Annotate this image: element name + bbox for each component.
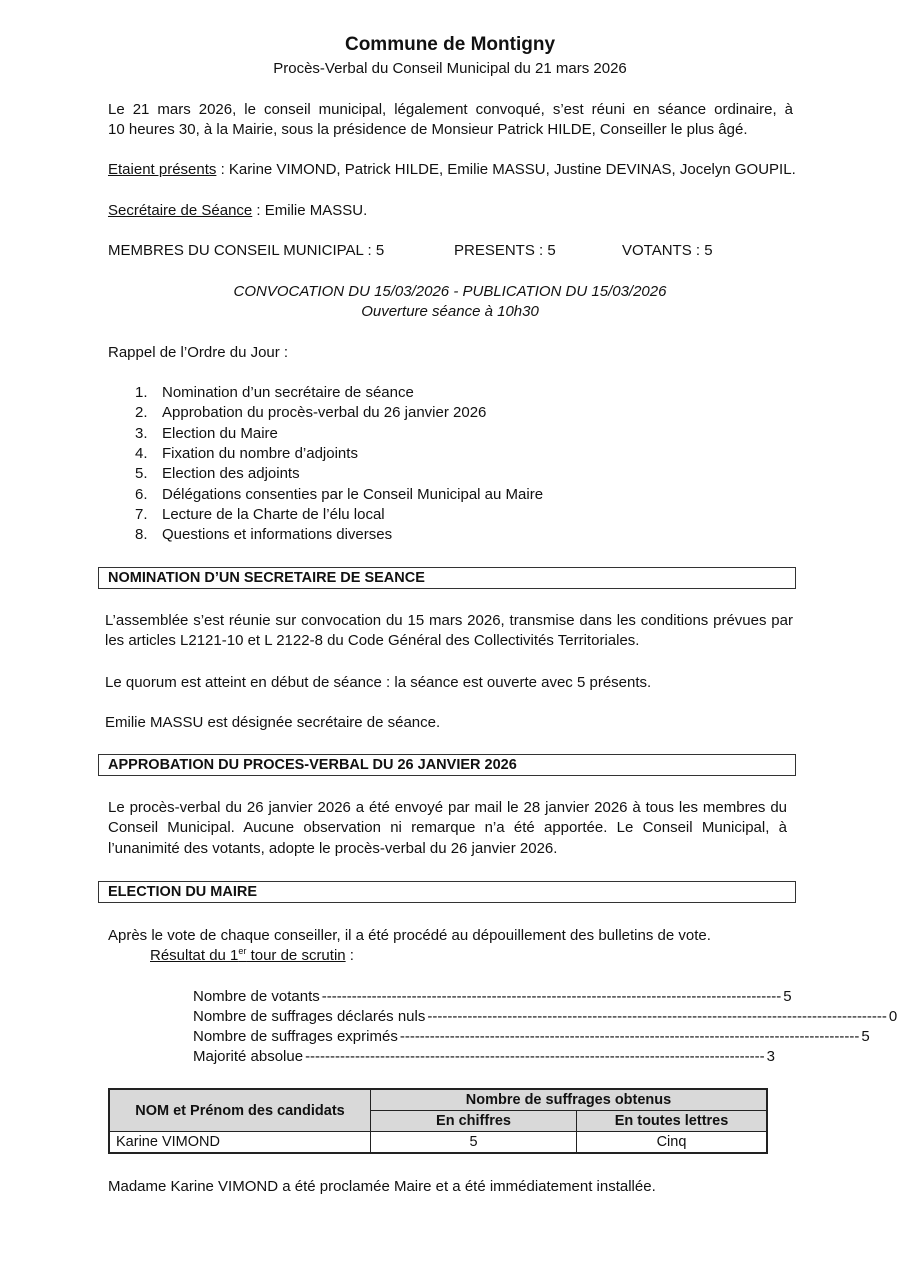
agenda-item-label: Fixation du nombre d’adjoints <box>162 445 358 462</box>
agenda-item-number: 4. <box>135 445 148 462</box>
stat-label: Nombre de suffrages exprimés <box>193 1028 398 1045</box>
agenda-item-label: Nomination d’un secrétaire de séance <box>162 384 414 401</box>
agenda-item <box>135 485 543 505</box>
agenda-item <box>135 505 385 525</box>
election-conclusion: Madame Karine VIMOND a été proclamée Maire et a été immédiatement installée. <box>108 1178 656 1195</box>
section-heading-nomination: NOMINATION D’UN SECRETAIRE DE SEANCE <box>98 567 796 589</box>
agenda-item-number: 1. <box>135 384 148 401</box>
nomination-line: L’assemblée s’est réunie sur convocation du 15 mars 2026, transmise dans les conditions prévues par <box>105 612 793 629</box>
agenda-item <box>135 444 358 464</box>
dot-leader: -------------------------------------------------------------------------------------------- <box>427 1008 887 1025</box>
secretaire-value: : Emilie MASSU. <box>252 202 368 219</box>
table-row <box>109 1132 767 1154</box>
agenda-item-label: Questions et informations diverses <box>162 526 393 543</box>
count-votants: VOTANTS : 5 <box>622 242 713 259</box>
secretaire-line <box>108 201 367 221</box>
dot-leader: -------------------------------------------------------------------------------------------- <box>399 1028 860 1045</box>
agenda-title: Rappel de l’Ordre du Jour : <box>108 344 289 361</box>
agenda-item-number: 8. <box>135 526 148 543</box>
agenda-item-number: 7. <box>135 506 148 523</box>
intro-line: Le 21 mars 2026, le conseil municipal, légalement convoqué, s’est réuni en séance ordinaire, à <box>108 101 793 118</box>
dot-leader: -------------------------------------------------------------------------------------------- <box>305 1048 765 1065</box>
secretaire-designation-text: Emilie MASSU est désignée secrétaire de séance. <box>105 714 441 731</box>
nomination-line: les articles L2121-10 et L 2122-8 du Code Général des Collectivités Territoriales. <box>105 632 640 650</box>
quorum-text: Le quorum est atteint en début de séance : la séance est ouverte avec 5 présents. <box>105 674 652 691</box>
resultat-sup: er <box>238 946 247 956</box>
section-heading-election-maire: ELECTION DU MAIRE <box>98 881 796 903</box>
stat-row <box>193 1007 898 1027</box>
stat-value: 0 <box>888 1008 898 1025</box>
intro-paragraph <box>108 100 793 141</box>
approbation-line: l’unanimité des votants, adopte le procès-verbal du 26 janvier 2026. <box>108 839 558 857</box>
stat-row <box>193 1047 775 1067</box>
ouverture-line: Ouverture séance à 10h30 <box>361 303 539 320</box>
intro-line: 10 heures 30, à la Mairie, sous la présidence de Monsieur Patrick HILDE, Conseiller le plus âgé. <box>108 121 748 139</box>
results-table <box>108 1088 768 1154</box>
presents-value: : Karine VIMOND, Patrick HILDE, Emilie MASSU, Justine DEVINAS, Jocelyn GOUPIL. <box>216 161 796 178</box>
election-intro: Après le vote de chaque conseiller, il a été procédé au dépouillement des bulletins de vote. <box>108 927 711 944</box>
agenda-item-label: Election du Maire <box>162 425 278 442</box>
presents-line <box>108 160 796 180</box>
resultat-suffix: tour de scrutin <box>246 947 346 964</box>
candidate-lettres: Cinq <box>577 1132 768 1154</box>
secretaire-label: Secrétaire de Séance <box>108 202 253 219</box>
agenda-item-number: 5. <box>135 465 148 482</box>
agenda-item-number: 2. <box>135 404 148 421</box>
col-header-name: NOM et Prénom des candidats <box>109 1089 371 1132</box>
col-header-chiffres: En chiffres <box>371 1111 577 1132</box>
agenda-item-label: Election des adjoints <box>162 465 300 482</box>
stat-label: Nombre de suffrages déclarés nuls <box>193 1008 426 1025</box>
agenda-item <box>135 525 392 545</box>
stat-value: 5 <box>861 1028 870 1045</box>
col-header-group: Nombre de suffrages obtenus <box>371 1089 768 1111</box>
presents-label: Etaient présents <box>108 161 217 178</box>
candidate-chiffres: 5 <box>371 1132 577 1154</box>
resultat-colon: : <box>345 947 354 964</box>
stat-row <box>193 987 792 1007</box>
document-title: Commune de Montigny <box>344 34 556 55</box>
agenda-item <box>135 464 300 484</box>
dot-leader: -------------------------------------------------------------------------------------------- <box>321 988 782 1005</box>
agenda-item-number: 6. <box>135 486 148 503</box>
agenda-item-label: Approbation du procès-verbal du 26 janvier 2026 <box>162 404 487 421</box>
agenda-item <box>135 403 486 423</box>
stat-label: Majorité absolue <box>193 1048 304 1065</box>
candidate-name: Karine VIMOND <box>109 1132 371 1154</box>
resultat-prefix: Résultat du 1 <box>150 947 239 964</box>
approbation-paragraph <box>108 798 787 859</box>
stat-label: Nombre de votants <box>193 988 320 1005</box>
col-header-lettres: En toutes lettres <box>577 1111 768 1132</box>
approbation-line: Le procès-verbal du 26 janvier 2026 a été envoyé par mail le 28 janvier 2026 à tous les membres du <box>108 799 787 816</box>
agenda-item-label: Lecture de la Charte de l’élu local <box>162 506 385 523</box>
document-subtitle: Procès-Verbal du Conseil Municipal du 21 mars 2026 <box>273 60 627 77</box>
agenda-item-label: Délégations consenties par le Conseil Municipal au Maire <box>162 486 544 503</box>
stat-value: 5 <box>783 988 792 1005</box>
agenda-item <box>135 424 278 444</box>
resultat-label <box>150 947 346 964</box>
agenda-item-number: 3. <box>135 425 148 442</box>
stat-value: 3 <box>766 1048 775 1065</box>
stat-row <box>193 1027 870 1047</box>
nomination-paragraph <box>105 611 793 652</box>
resultat-heading <box>150 946 354 966</box>
approbation-line: Conseil Municipal. Aucune observation ni remarque n’a été apportée. Le Conseil Municipal, à <box>108 819 787 837</box>
agenda-item <box>135 383 414 403</box>
count-membres: MEMBRES DU CONSEIL MUNICIPAL : 5 <box>108 242 385 259</box>
convocation-line: CONVOCATION DU 15/03/2026 - PUBLICATION DU 15/03/2026 <box>233 283 667 300</box>
section-heading-approbation: APPROBATION DU PROCES-VERBAL DU 26 JANVIER 2026 <box>98 754 796 776</box>
count-presents: PRESENTS : 5 <box>454 242 556 259</box>
